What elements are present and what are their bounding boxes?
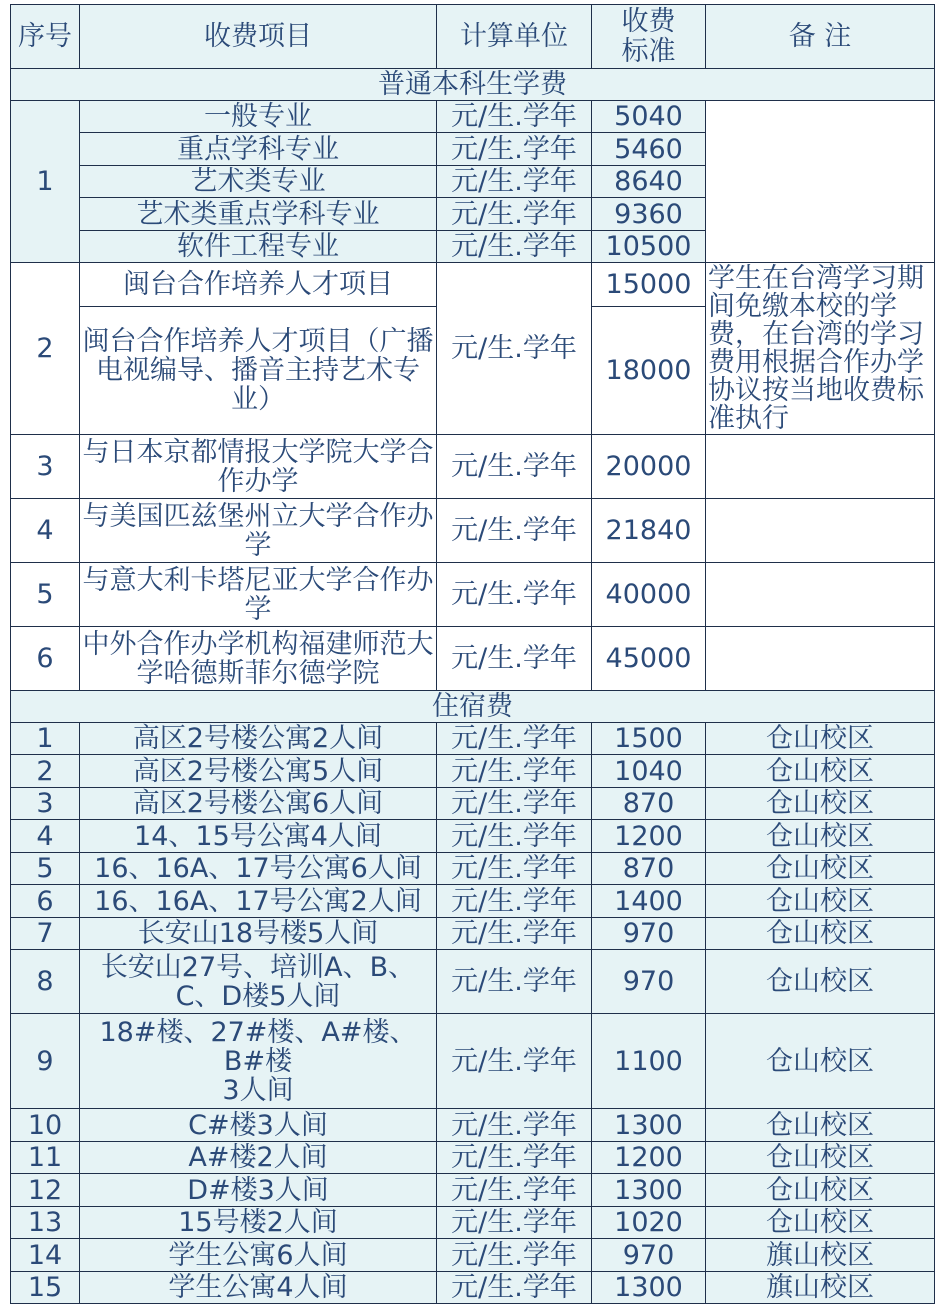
fee-cell: 18000 xyxy=(592,307,706,435)
fee-cell: 40000 xyxy=(592,563,706,627)
remark-cell xyxy=(706,499,935,563)
table-row xyxy=(11,263,935,307)
seq-cell: 1 xyxy=(11,723,80,755)
campus-cell: 仓山校区 xyxy=(706,853,935,885)
fee-cell: 970 xyxy=(592,918,706,950)
campus-cell: 仓山校区 xyxy=(706,1109,935,1142)
fee-cell: 15000 xyxy=(592,263,706,307)
fee-cell: 20000 xyxy=(592,435,706,499)
seq-cell: 10 xyxy=(11,1109,80,1142)
campus-cell: 旗山校区 xyxy=(706,1272,935,1304)
seq-cell: 9 xyxy=(11,1014,80,1109)
unit-cell: 元/生.学年 xyxy=(437,950,592,1014)
seq-cell: 1 xyxy=(11,101,80,263)
item-cell: 学生公寓6人间 xyxy=(80,1239,437,1272)
fee-cell: 1040 xyxy=(592,755,706,788)
fee-cell: 870 xyxy=(592,788,706,820)
table-row xyxy=(11,885,935,918)
fee-cell: 1300 xyxy=(592,1109,706,1142)
seq-cell: 12 xyxy=(11,1174,80,1207)
item-cell: 与意大利卡塔尼亚大学合作办学 xyxy=(80,563,437,627)
item-cell: 高区2号楼公寓5人间 xyxy=(80,755,437,788)
table-row xyxy=(11,1207,935,1239)
unit-cell: 元/生.学年 xyxy=(437,101,592,133)
remark-cell xyxy=(706,101,935,263)
table-row xyxy=(11,723,935,755)
table-row xyxy=(11,820,935,853)
table-row xyxy=(11,853,935,885)
seq-cell: 13 xyxy=(11,1207,80,1239)
fee-cell: 1200 xyxy=(592,1142,706,1174)
unit-cell: 元/生.学年 xyxy=(437,627,592,691)
item-cell: 艺术类专业 xyxy=(80,166,437,198)
unit-cell: 元/生.学年 xyxy=(437,198,592,231)
unit-cell: 元/生.学年 xyxy=(437,1207,592,1239)
campus-cell: 仓山校区 xyxy=(706,885,935,918)
seq-cell: 4 xyxy=(11,499,80,563)
section-title-dorm: 住宿费 xyxy=(11,691,935,723)
campus-cell: 仓山校区 xyxy=(706,788,935,820)
unit-cell: 元/生.学年 xyxy=(437,435,592,499)
unit-cell: 元/生.学年 xyxy=(437,263,592,435)
campus-cell: 仓山校区 xyxy=(706,1174,935,1207)
table-row xyxy=(11,950,935,1014)
item-cell: 艺术类重点学科专业 xyxy=(80,198,437,231)
table-row xyxy=(11,1174,935,1207)
seq-cell: 8 xyxy=(11,950,80,1014)
table-row xyxy=(11,435,935,499)
fee-cell: 1200 xyxy=(592,820,706,853)
unit-cell: 元/生.学年 xyxy=(437,231,592,263)
fee-cell: 1500 xyxy=(592,723,706,755)
table-row xyxy=(11,101,935,133)
remark-cell: 学生在台湾学习期间免缴本校的学费，在台湾的学习费用根据合作办学协议按当地收费标准执行 xyxy=(706,263,935,435)
fee-table xyxy=(10,4,935,1304)
item-cell: 重点学科专业 xyxy=(80,133,437,166)
item-cell xyxy=(80,1014,437,1109)
fee-cell: 970 xyxy=(592,1239,706,1272)
item-cell: 一般专业 xyxy=(80,101,437,133)
campus-cell: 仓山校区 xyxy=(706,1207,935,1239)
item-line: 18#楼、27#楼、A#楼、B#楼 xyxy=(99,1016,417,1077)
item-cell: 软件工程专业 xyxy=(80,231,437,263)
section-title-row xyxy=(11,69,935,101)
fee-cell: 1300 xyxy=(592,1272,706,1304)
table-row xyxy=(11,1014,935,1109)
fee-cell: 10500 xyxy=(592,231,706,263)
campus-cell: 旗山校区 xyxy=(706,1239,935,1272)
remark-cell xyxy=(706,435,935,499)
unit-cell: 元/生.学年 xyxy=(437,788,592,820)
unit-cell: 元/生.学年 xyxy=(437,755,592,788)
table-row xyxy=(11,788,935,820)
unit-cell: 元/生.学年 xyxy=(437,133,592,166)
header-unit: 计算单位 xyxy=(437,5,592,69)
item-cell: 14、15号公寓4人间 xyxy=(80,820,437,853)
fee-cell: 5460 xyxy=(592,133,706,166)
item-cell: 高区2号楼公寓2人间 xyxy=(80,723,437,755)
unit-cell: 元/生.学年 xyxy=(437,885,592,918)
table-row xyxy=(11,755,935,788)
seq-cell: 5 xyxy=(11,853,80,885)
seq-cell: 14 xyxy=(11,1239,80,1272)
fee-cell: 970 xyxy=(592,950,706,1014)
remark-cell xyxy=(706,627,935,691)
header-fee-line2: 标准 xyxy=(621,35,676,67)
seq-cell: 2 xyxy=(11,755,80,788)
seq-cell: 4 xyxy=(11,820,80,853)
header-fee xyxy=(592,5,706,69)
header-fee-line1: 收费 xyxy=(621,5,676,37)
table-row xyxy=(11,499,935,563)
item-cell: 与美国匹兹堡州立大学合作办学 xyxy=(80,499,437,563)
campus-cell: 仓山校区 xyxy=(706,723,935,755)
table-row xyxy=(11,563,935,627)
table-row xyxy=(11,1109,935,1142)
item-cell: A#楼2人间 xyxy=(80,1142,437,1174)
item-cell: 16、16A、17号公寓2人间 xyxy=(80,885,437,918)
seq-cell: 6 xyxy=(11,627,80,691)
table-row xyxy=(11,918,935,950)
section-title-tuition: 普通本科生学费 xyxy=(11,69,935,101)
item-cell: 学生公寓4人间 xyxy=(80,1272,437,1304)
campus-cell: 仓山校区 xyxy=(706,1014,935,1109)
header-remark: 备 注 xyxy=(706,5,935,69)
header-row xyxy=(11,5,935,69)
campus-cell: 仓山校区 xyxy=(706,820,935,853)
item-cell: D#楼3人间 xyxy=(80,1174,437,1207)
fee-cell: 1400 xyxy=(592,885,706,918)
item-cell: 长安山27号、培训A、B、C、D楼5人间 xyxy=(80,950,437,1014)
fee-cell: 45000 xyxy=(592,627,706,691)
unit-cell: 元/生.学年 xyxy=(437,853,592,885)
section-title-row xyxy=(11,691,935,723)
campus-cell: 仓山校区 xyxy=(706,755,935,788)
header-seq: 序号 xyxy=(11,5,80,69)
campus-cell: 仓山校区 xyxy=(706,950,935,1014)
seq-cell: 2 xyxy=(11,263,80,435)
unit-cell: 元/生.学年 xyxy=(437,918,592,950)
unit-cell: 元/生.学年 xyxy=(437,1272,592,1304)
fee-cell: 5040 xyxy=(592,101,706,133)
campus-cell: 仓山校区 xyxy=(706,918,935,950)
item-cell: 15号楼2人间 xyxy=(80,1207,437,1239)
item-cell: 长安山18号楼5人间 xyxy=(80,918,437,950)
fee-cell: 1300 xyxy=(592,1174,706,1207)
table-row xyxy=(11,1142,935,1174)
table-row xyxy=(11,1239,935,1272)
seq-cell: 7 xyxy=(11,918,80,950)
unit-cell: 元/生.学年 xyxy=(437,563,592,627)
item-cell: C#楼3人间 xyxy=(80,1109,437,1142)
seq-cell: 3 xyxy=(11,788,80,820)
remark-cell xyxy=(706,563,935,627)
fee-cell: 870 xyxy=(592,853,706,885)
unit-cell: 元/生.学年 xyxy=(437,499,592,563)
item-cell: 16、16A、17号公寓6人间 xyxy=(80,853,437,885)
seq-cell: 3 xyxy=(11,435,80,499)
table-row xyxy=(11,627,935,691)
fee-cell: 21840 xyxy=(592,499,706,563)
seq-cell: 15 xyxy=(11,1272,80,1304)
unit-cell: 元/生.学年 xyxy=(437,1239,592,1272)
fee-cell: 1020 xyxy=(592,1207,706,1239)
item-cell: 闽台合作培养人才项目 xyxy=(80,263,437,307)
seq-cell: 11 xyxy=(11,1142,80,1174)
fee-cell: 8640 xyxy=(592,166,706,198)
unit-cell: 元/生.学年 xyxy=(437,1174,592,1207)
item-cell: 中外合作办学机构福建师范大学哈德斯菲尔德学院 xyxy=(80,627,437,691)
unit-cell: 元/生.学年 xyxy=(437,1142,592,1174)
unit-cell: 元/生.学年 xyxy=(437,820,592,853)
item-line: 3人间 xyxy=(222,1074,294,1106)
unit-cell: 元/生.学年 xyxy=(437,1109,592,1142)
unit-cell: 元/生.学年 xyxy=(437,723,592,755)
fee-cell: 1100 xyxy=(592,1014,706,1109)
item-cell: 闽台合作培养人才项目（广播电视编导、播音主持艺术专业） xyxy=(80,307,437,435)
item-cell: 高区2号楼公寓6人间 xyxy=(80,788,437,820)
seq-cell: 6 xyxy=(11,885,80,918)
header-item: 收费项目 xyxy=(80,5,437,69)
campus-cell: 仓山校区 xyxy=(706,1142,935,1174)
unit-cell: 元/生.学年 xyxy=(437,1014,592,1109)
fee-cell: 9360 xyxy=(592,198,706,231)
item-cell: 与日本京都情报大学院大学合作办学 xyxy=(80,435,437,499)
seq-cell: 5 xyxy=(11,563,80,627)
fee-table-wrapper xyxy=(10,4,935,1304)
unit-cell: 元/生.学年 xyxy=(437,166,592,198)
